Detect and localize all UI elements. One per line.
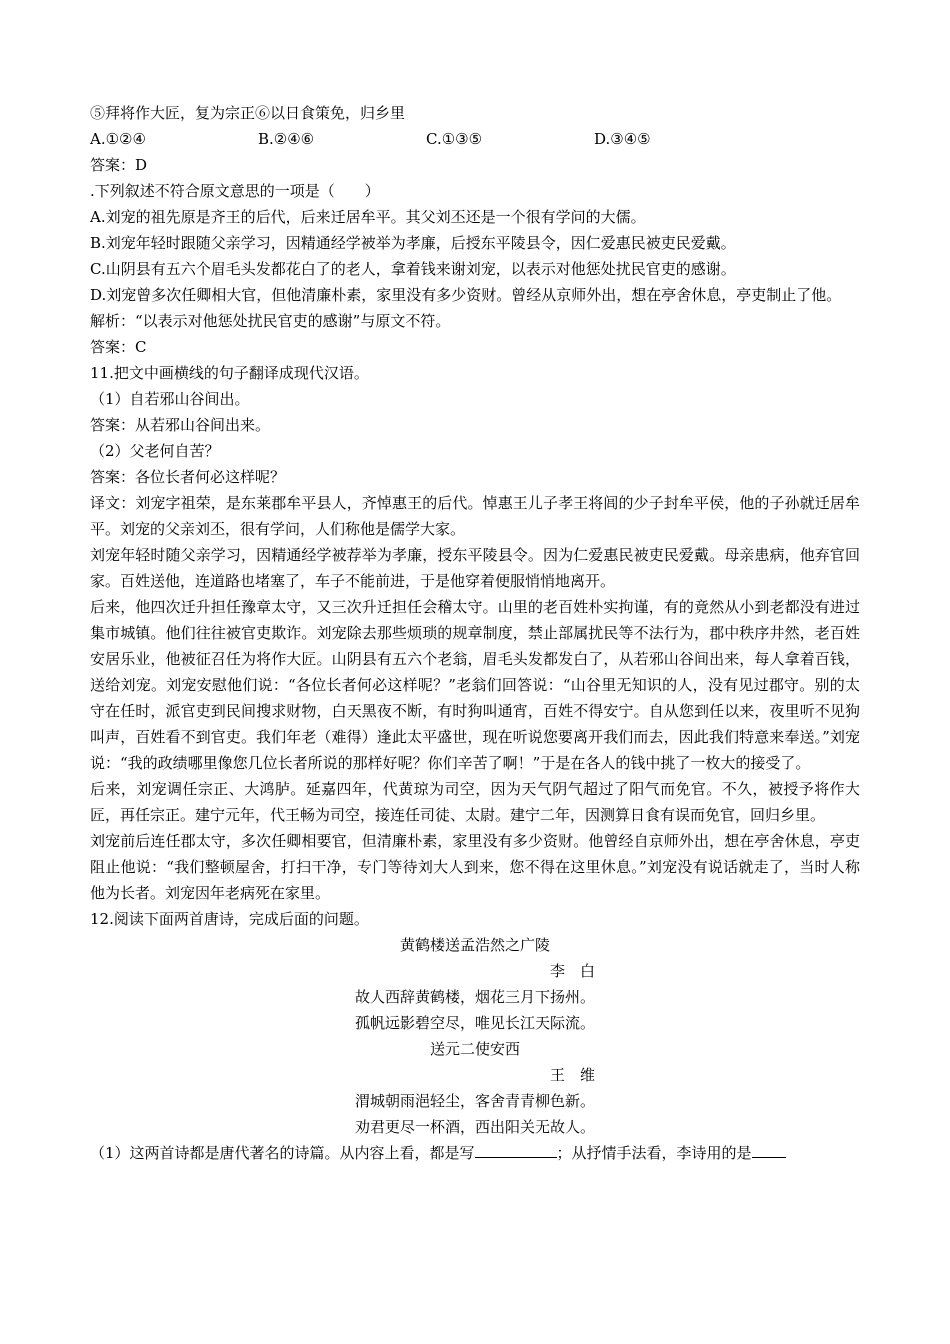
poem-2-line-1: 渭城朝雨浥轻尘，客舍青青柳色新。: [354, 1092, 595, 1110]
option-b: B.②④⑥: [258, 130, 315, 148]
poem-2-author: 王 维: [550, 1066, 596, 1084]
question-11-sentence-1: （1）自若邪山谷间出。: [90, 390, 250, 408]
question-10-option-b: B.刘宠年轻时跟随父亲学习，因精通经学被举为孝廉，后授东平陵县令，因仁爱惠民被吏民爱戴。: [90, 234, 736, 252]
poem-1-line-1: 故人西辞黄鹤楼，烟花三月下扬州。: [354, 988, 595, 1006]
question-10-stem: .下列叙述不符合原文意思的一项是（ ）: [90, 182, 380, 200]
translation-paragraph-2: 刘宠年轻时随父亲学习，因精通经学被荐举为孝廉，授东平陵县令。因为仁爱惠民被吏民爱戴。母亲患病，他弃官回家。百姓送他，连道路也堵塞了，车子不能前进，于是他穿着便服悄悄地离开。: [90, 546, 860, 590]
question-10-option-d: D.刘宠曾多次任卿相大官，但他清廉朴素，家里没有多少资财。曾经从京师外出，想在亭舍休息，亭吏制止了他。: [90, 286, 842, 304]
poem-1-line-2: 孤帆远影碧空尽，唯见长江天际流。: [354, 1014, 595, 1032]
question-9-answer: 答案：D: [90, 156, 148, 174]
question-12-sub-1-text-a: （1）这两首诗都是唐代著名的诗篇。从内容上看，都是写: [90, 1144, 475, 1162]
translation-paragraph-1: 译文：刘宠字祖荣，是东莱郡牟平县人，齐悼惠王的后代。悼惠王儿子孝王将闾的少子封牟平侯，他的子孙就迁居牟平。刘宠的父亲刘丕，很有学问，人们称他是儒学大家。: [90, 494, 860, 538]
question-11-answer-2: 答案：各位长者何必这样呢？: [90, 468, 286, 486]
question-9-item-5-6: ⑤拜将作大匠，复为宗正⑥以日食策免，归乡里: [90, 104, 406, 122]
question-10-option-a: A.刘宠的祖先原是齐王的后代，后来迁居牟平。其父刘丕还是一个很有学问的大儒。: [90, 208, 646, 226]
option-c: C.①③⑤: [426, 130, 483, 148]
question-11-stem: 11.把文中画横线的句子翻译成现代汉语。: [90, 364, 369, 382]
translation-paragraph-3: 后来，他四次迁升担任豫章太守，又三次升迁担任会稽太守。山里的老百姓朴实拘谨，有的竟然从小到老都没有进过集市城镇。他们往往被官吏欺诈。刘宠除去那些烦琐的规章制度，禁止部属扰民等不法行为，郡中秩序井然，老百姓安居乐业，他被征召任为将作大匠。山阴县有五六个老翁，眉毛头发都发白了，从若邪山谷间出来，每人拿着百钱，送给刘宠。刘宠安慰他们说：“各位长者何必这样呢？”老翁们回答说：“山谷里无知识的人，没有见过郡守。别的太守在任时，派官吏到民间搜求财物，白天黑夜不断，有时狗叫通宵，百姓不得安宁。自从您到任以来，夜里听不见狗叫声，百姓看不到官吏。我们年老（难得）逢此太平盛世，现在听说您要离开我们而去，因此我们特意来奉送。”刘宠说：“我的政绩哪里像您几位长者所说的那样好呢？你们辛苦了啊！”于是在各人的钱中挑了一枚大的接受了。: [90, 598, 860, 772]
question-10-option-c: C.山阴县有五六个眉毛头发都花白了的老人，拿着钱来谢刘宠，以表示对他惩处扰民官吏的感谢。: [90, 260, 736, 278]
answer-blank-2[interactable]: [752, 1142, 786, 1158]
option-a: A.①②④: [90, 130, 146, 148]
poem-1-author: 李 白: [550, 962, 596, 980]
option-d: D.③④⑤: [594, 130, 651, 148]
question-10-answer: 答案：C: [90, 338, 147, 356]
answer-blank-1[interactable]: [475, 1142, 557, 1158]
poem-2-line-2: 劝君更尽一杯酒，西出阳关无故人。: [354, 1118, 595, 1136]
translation-paragraph-4: 后来，刘宠调任宗正、大鸿胪。延嘉四年，代黄琼为司空，因为天气阴气超过了阳气而免官。不久，被授予将作大匠，再任宗正。建宁元年，代王畅为司空，接连任司徒、太尉。建宁二年，因测算日食有误而免官，回归乡里。: [90, 780, 860, 824]
translation-paragraph-5: 刘宠前后连任郡太守，多次任卿相要官，但清廉朴素，家里没有多少资财。他曾经自京师外出，想在亭舍休息，亭吏阻止他说：“我们整顿屋舍，打扫干净，专门等待刘大人到来，您不得在这里休息。”刘宠没有说话就走了，当时人称他为长者。刘宠因年老病死在家里。: [90, 832, 860, 902]
poem-1-title: 黄鹤楼送孟浩然之广陵: [399, 936, 550, 954]
question-12-sub-1: [90, 1140, 860, 1166]
question-12-stem: 12.阅读下面两首唐诗，完成后面的问题。: [90, 910, 369, 928]
poem-2-title: 送元二使安西: [429, 1040, 520, 1058]
question-11-answer-1: 答案：从若邪山谷间出来。: [90, 416, 271, 434]
question-10-analysis: 解析：“以表示对他惩处扰民官吏的感谢”与原文不符。: [90, 312, 451, 330]
question-12-sub-1-text-b: ；从抒情手法看，李诗用的是: [556, 1144, 752, 1162]
question-9-options: [90, 126, 860, 152]
question-11-sentence-2: （2）父老何自苦？: [90, 442, 220, 460]
document-page: [90, 100, 860, 1166]
